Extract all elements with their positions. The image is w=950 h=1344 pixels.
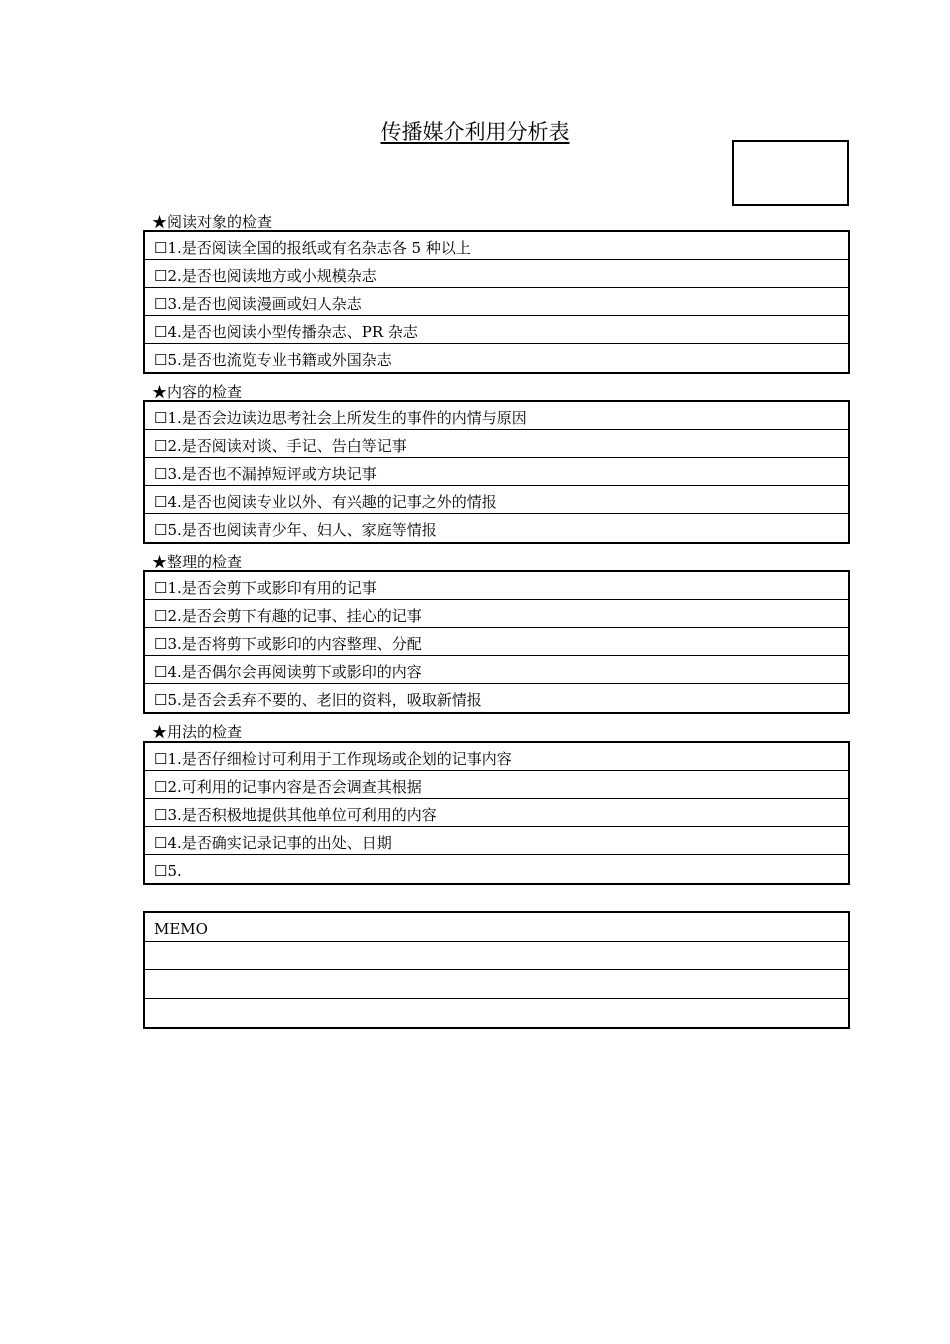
checklist-reading-targets — [143, 230, 850, 374]
memo-label: MEMO — [145, 913, 848, 942]
section-heading-usage: ★用法的检查 — [152, 723, 243, 741]
stamp-box — [732, 140, 849, 206]
checklist-organizing — [143, 570, 850, 714]
checklist-item[interactable]: ☐3.是否积极地提供其他单位可利用的内容 — [145, 799, 848, 827]
checklist-item[interactable]: ☐5.是否也流览专业书籍或外国杂志 — [154, 351, 392, 369]
checklist-item[interactable]: ☐3.是否也不漏掉短评或方块记事 — [145, 458, 848, 486]
checklist-item[interactable]: ☐2.是否也阅读地方或小规模杂志 — [145, 260, 848, 288]
memo-line[interactable] — [145, 942, 848, 971]
checklist-item[interactable]: ☐4.是否确实记录记事的出处、日期 — [145, 827, 848, 855]
memo-box — [143, 911, 850, 1029]
checklist-item[interactable]: ☐4.是否也阅读小型传播杂志、PR 杂志 — [145, 316, 848, 344]
checklist-item[interactable]: ☐2.是否会剪下有趣的记事、挂心的记事 — [145, 600, 848, 628]
checklist-item[interactable]: ☐5.是否也阅读青少年、妇人、家庭等情报 — [154, 521, 437, 539]
checklist-usage — [143, 741, 850, 885]
checklist-item[interactable]: ☐3.是否也阅读漫画或妇人杂志 — [145, 288, 848, 316]
checklist-item[interactable]: ☐5. — [154, 862, 182, 880]
checklist-item[interactable]: ☐1.是否阅读全国的报纸或有名杂志各 5 种以上 — [145, 232, 848, 260]
checklist-item[interactable]: ☐3.是否将剪下或影印的内容整理、分配 — [145, 628, 848, 656]
section-heading-content: ★内容的检查 — [152, 383, 243, 401]
checklist-item[interactable]: ☐4.是否也阅读专业以外、有兴趣的记事之外的情报 — [145, 486, 848, 514]
memo-line[interactable] — [145, 970, 848, 999]
checklist-item[interactable]: ☐2.是否阅读对谈、手记、告白等记事 — [145, 430, 848, 458]
checklist-item[interactable]: ☐1.是否会剪下或影印有用的记事 — [145, 572, 848, 600]
section-heading-organizing: ★整理的检查 — [152, 553, 243, 571]
checklist-item[interactable]: ☐2.可利用的记事内容是否会调查其根据 — [145, 771, 848, 799]
checklist-item[interactable]: ☐1.是否会边读边思考社会上所发生的事件的内情与原因 — [145, 402, 848, 430]
checklist-content — [143, 400, 850, 544]
page-title: 传播媒介利用分析表 — [380, 120, 570, 144]
memo-line[interactable] — [145, 999, 848, 1028]
checklist-item[interactable]: ☐5.是否会丢弃不要的、老旧的资料，吸取新情报 — [154, 691, 482, 709]
section-heading-reading-targets: ★阅读对象的检查 — [152, 213, 273, 231]
checklist-item[interactable]: ☐1.是否仔细检讨可利用于工作现场或企划的记事内容 — [145, 743, 848, 771]
checklist-item[interactable]: ☐4.是否偶尔会再阅读剪下或影印的内容 — [145, 656, 848, 684]
